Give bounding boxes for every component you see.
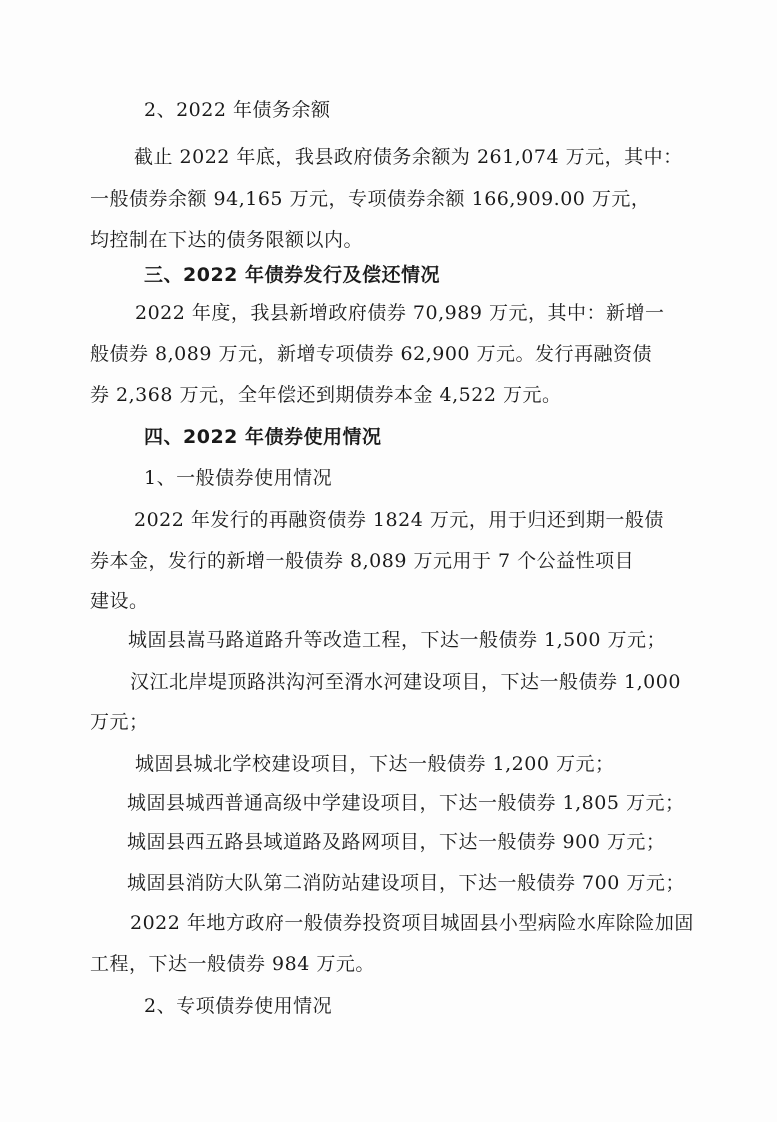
paragraph-line: 均控制在下达的债务限额以内。: [90, 229, 364, 251]
project-item: 城固县西五路县域道路及路网项目，下达一般债券 900 万元；: [127, 831, 666, 853]
subheading-debt-balance: 2、2022 年债务余额: [144, 99, 331, 121]
subheading-general-bonds: 1、一般债券使用情况: [144, 467, 333, 489]
paragraph-line: 券 2,368 万元，全年偿还到期债券本金 4,522 万元。: [90, 384, 562, 406]
subheading-special-bonds: 2、专项债券使用情况: [144, 995, 333, 1017]
paragraph-line: 2022 年发行的再融资债券 1824 万元，用于归还到期一般债: [134, 509, 664, 531]
project-item-continued: 工程，下达一般债券 984 万元。: [90, 953, 375, 975]
project-item: 城固县消防大队第二消防站建设项目，下达一般债券 700 万元；: [127, 872, 685, 894]
paragraph-line: 截止 2022 年底，我县政府债务余额为 261,074 万元，其中：: [134, 146, 683, 168]
paragraph-line: 般债券 8,089 万元，新增专项债券 62,900 万元。发行再融资债: [90, 343, 653, 365]
project-item: 2022 年地方政府一般债券投资项目城固县小型病险水库除险加固: [130, 912, 694, 934]
section-heading-issuance: 三、2022 年债券发行及偿还情况: [144, 264, 440, 286]
project-item: 城固县城西普通高级中学建设项目，下达一般债券 1,805 万元；: [127, 792, 685, 814]
section-heading-usage: 四、2022 年债券使用情况: [144, 426, 382, 448]
paragraph-line: 2022 年度，我县新增政府债券 70,989 万元，其中：新增一: [135, 302, 665, 324]
paragraph-line: 一般债券余额 94,165 万元，专项债券余额 166,909.00 万元，: [90, 188, 651, 210]
paragraph-line: 券本金，发行的新增一般债券 8,089 万元用于 7 个公益性项目: [90, 550, 635, 572]
project-item: 汉江北岸堤顶路洪沟河至湑水河建设项目，下达一般债券 1,000: [130, 671, 681, 693]
project-item: 城固县嵩马路道路升等改造工程，下达一般债券 1,500 万元；: [128, 629, 666, 651]
project-item: 城固县城北学校建设项目，下达一般债券 1,200 万元；: [135, 753, 615, 775]
paragraph-line: 建设。: [90, 590, 149, 612]
project-item-continued: 万元；: [90, 711, 149, 733]
